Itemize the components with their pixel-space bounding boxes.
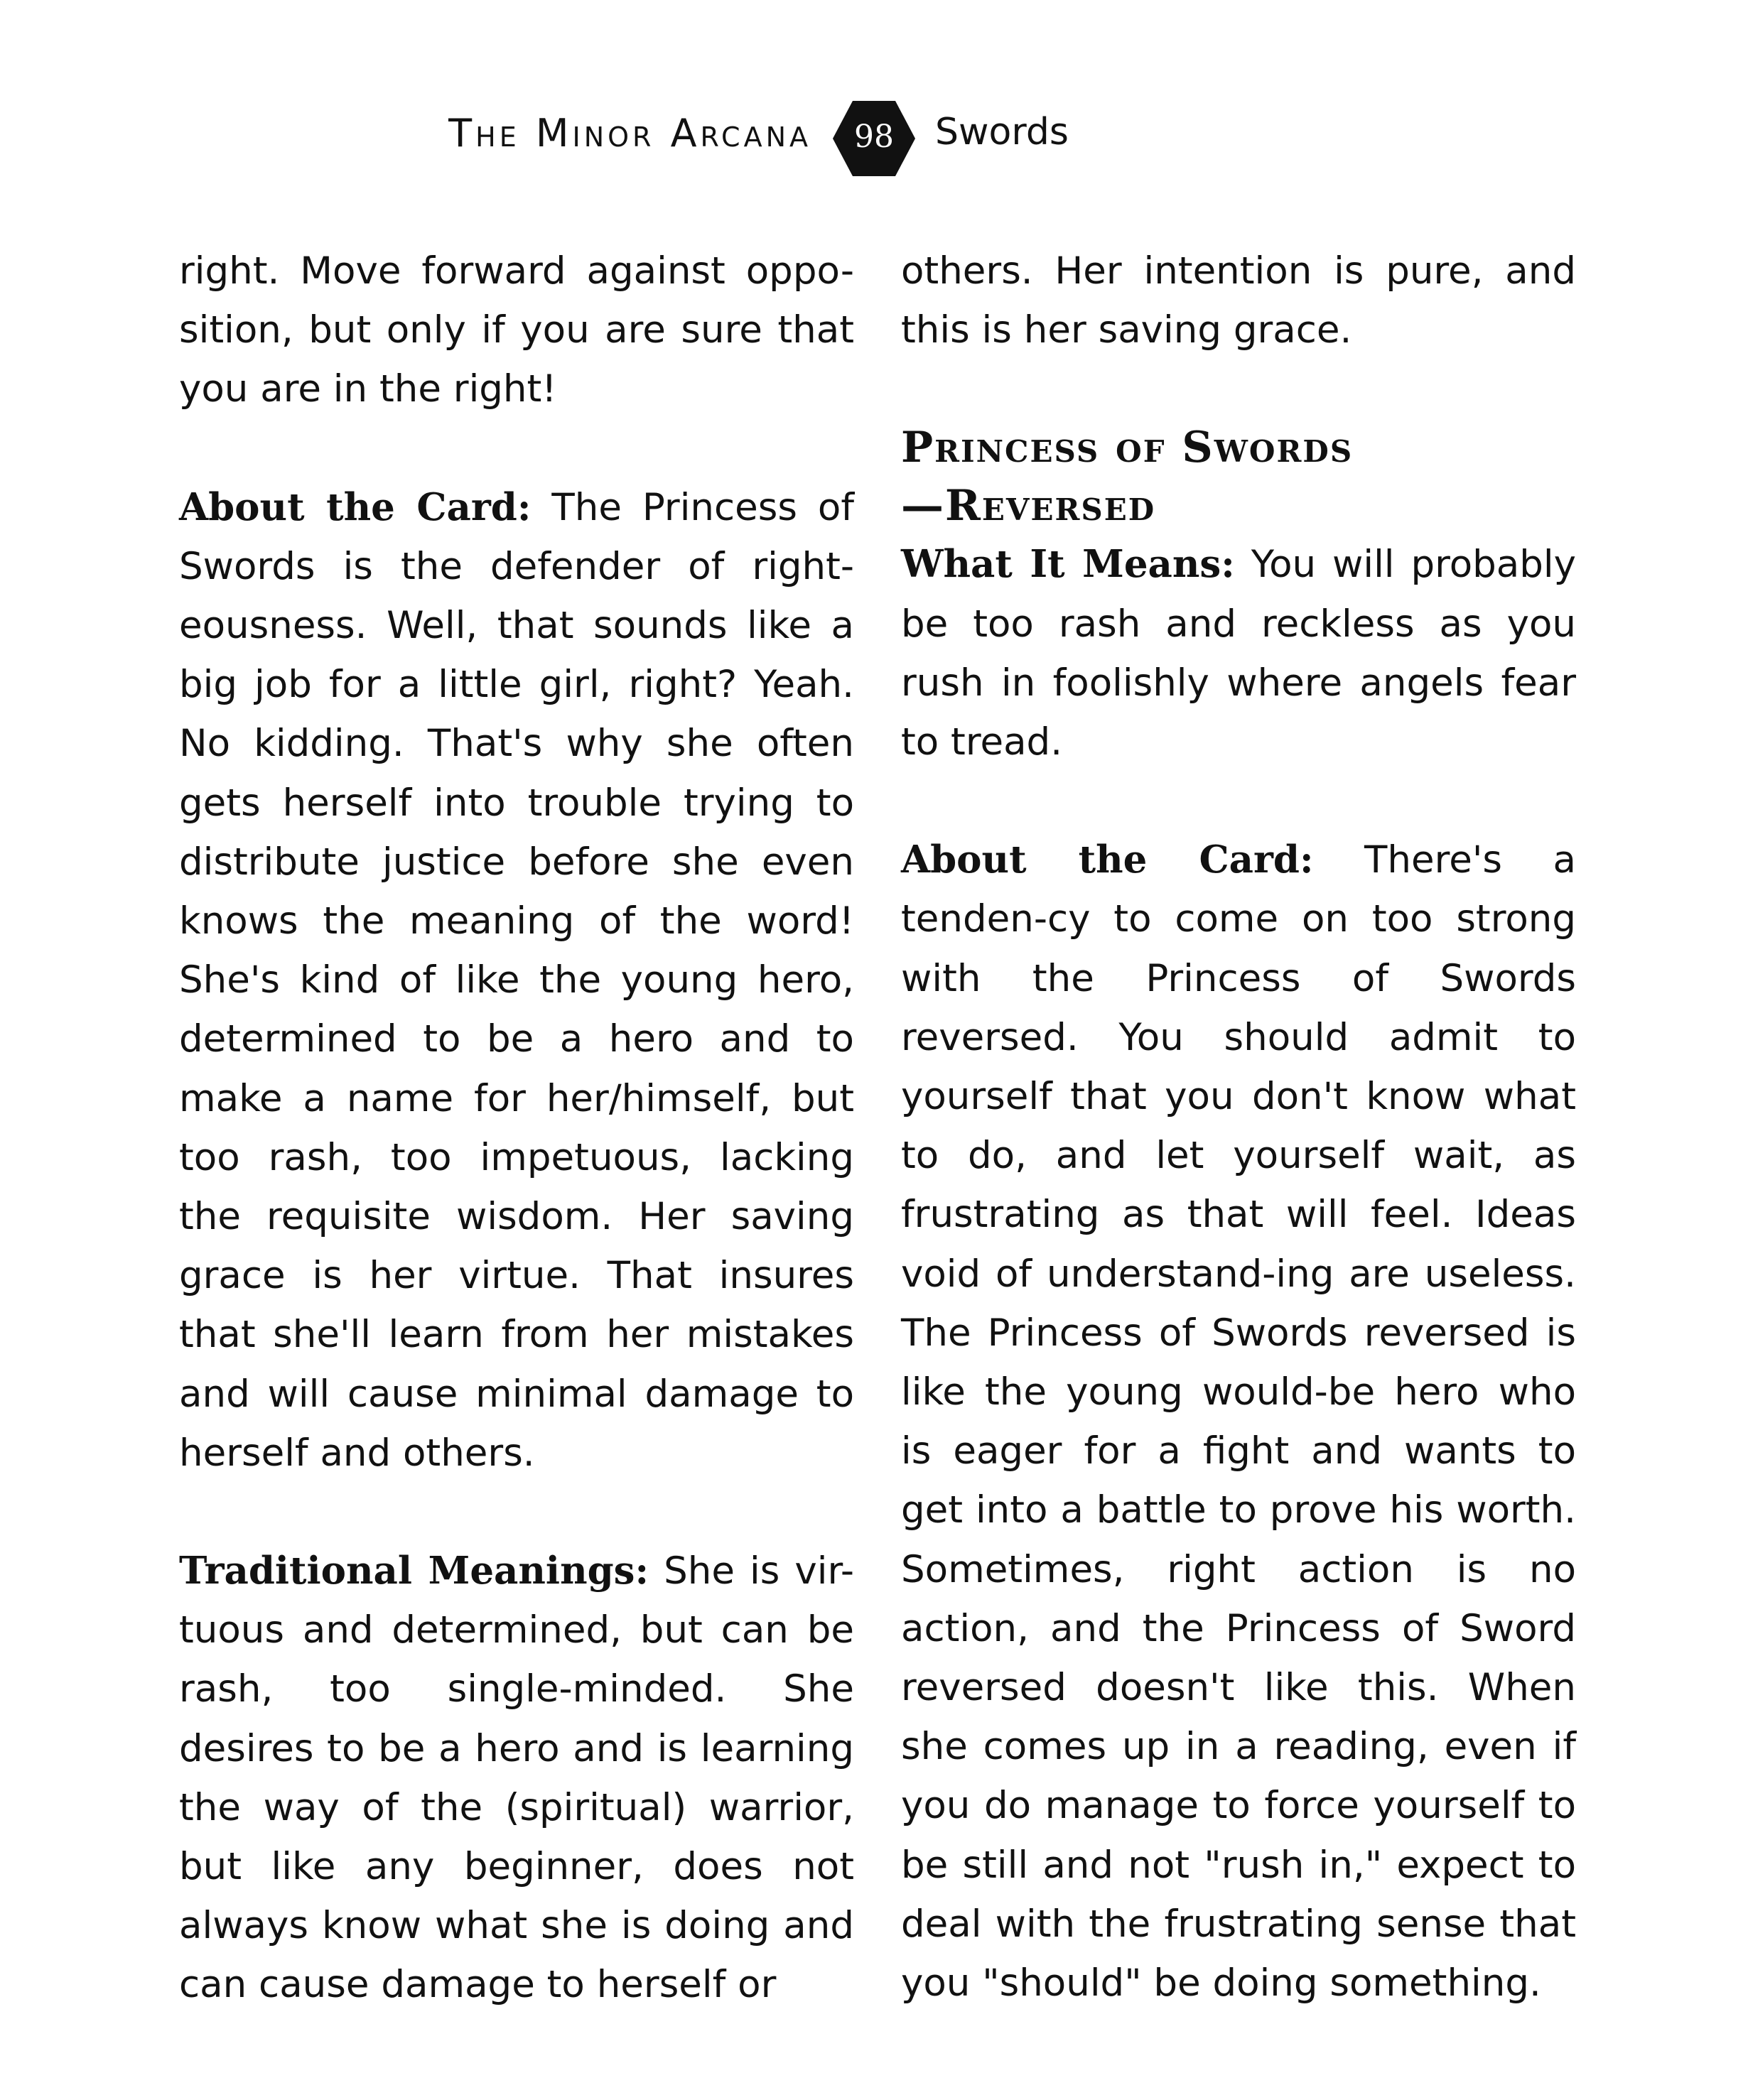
- left-intro-paragraph: right. Move forward against oppo-sition, but only if you are sure that you are in the right!: [179, 249, 854, 411]
- reversed-about-card-label: About the Card:: [901, 838, 1314, 882]
- running-header: [0, 99, 1748, 178]
- section-heading-line2: —Reversed: [901, 481, 1156, 531]
- left-column: [179, 242, 854, 2015]
- reversed-about-card-text: There's a tenden-cy to come on too strong with the Princess of Swords reversed. You should admit to yourself that you don't know what to do, and let yourself wait, as frustrating as that will feel. Ideas void of understand-ing are useless. The Princess of Swords reversed is like the young would-be hero who is eager for a fight and wants to get into a battle to prove his worth. Sometimes, right action is no action, and the Princess of Sword reversed doesn't like this. When she comes up in a reading, even if you do manage to force yourself to be still and not "rush in," expect to deal with the frustrating sense that you "should" be doing something.: [901, 838, 1576, 2006]
- header-chapter-title: Swords: [935, 111, 1069, 153]
- reversed-about-card-paragraph: [901, 830, 1576, 2013]
- section-heading-line1: Princess of Swords: [901, 423, 1354, 473]
- traditional-meanings-paragraph: [179, 1542, 854, 2015]
- traditional-meanings-text: She is vir-tuous and determined, but can be rash, too single-minded. She desires to be a hero and is learning the way of the (spiritual) warrior, but like any beginner, does not always know what she is doing and can cause damage to herself or: [179, 1549, 854, 2007]
- what-it-means-text: You will probably be too rash and reckless as you rush in foolishly where angels fear to tread.: [901, 543, 1576, 764]
- page-number: 98: [854, 119, 894, 155]
- what-it-means-label: What It Means:: [901, 542, 1235, 587]
- traditional-meanings-label: Traditional Meanings:: [179, 1549, 649, 1593]
- about-card-text: The Princess of Swords is the defender of right-eousness. Well, that sounds like a big job for a little girl, right? Yeah. No kidding. That's why she often gets herself into trouble trying to distribute justice before she even knows the meaning of the word! She's kind of like the young hero, determined to be a hero and to make a name for her/himself, but too rash, too impetuous, lacking the requisite wisdom. Her saving grace is her virtue. That insures that she'll learn from her mistakes and will cause minimal damage to herself and others.: [179, 485, 854, 1475]
- right-intro-paragraph: others. Her intention is pure, and this is her saving grace.: [901, 249, 1576, 352]
- header-section-title: The Minor Arcana: [448, 111, 811, 156]
- about-card-label: About the Card:: [179, 485, 532, 529]
- about-card-paragraph: [179, 478, 854, 1483]
- right-column: [901, 242, 1576, 2013]
- what-it-means-paragraph: [901, 535, 1576, 772]
- section-heading: [901, 418, 1576, 535]
- page-number-badge: [831, 99, 917, 178]
